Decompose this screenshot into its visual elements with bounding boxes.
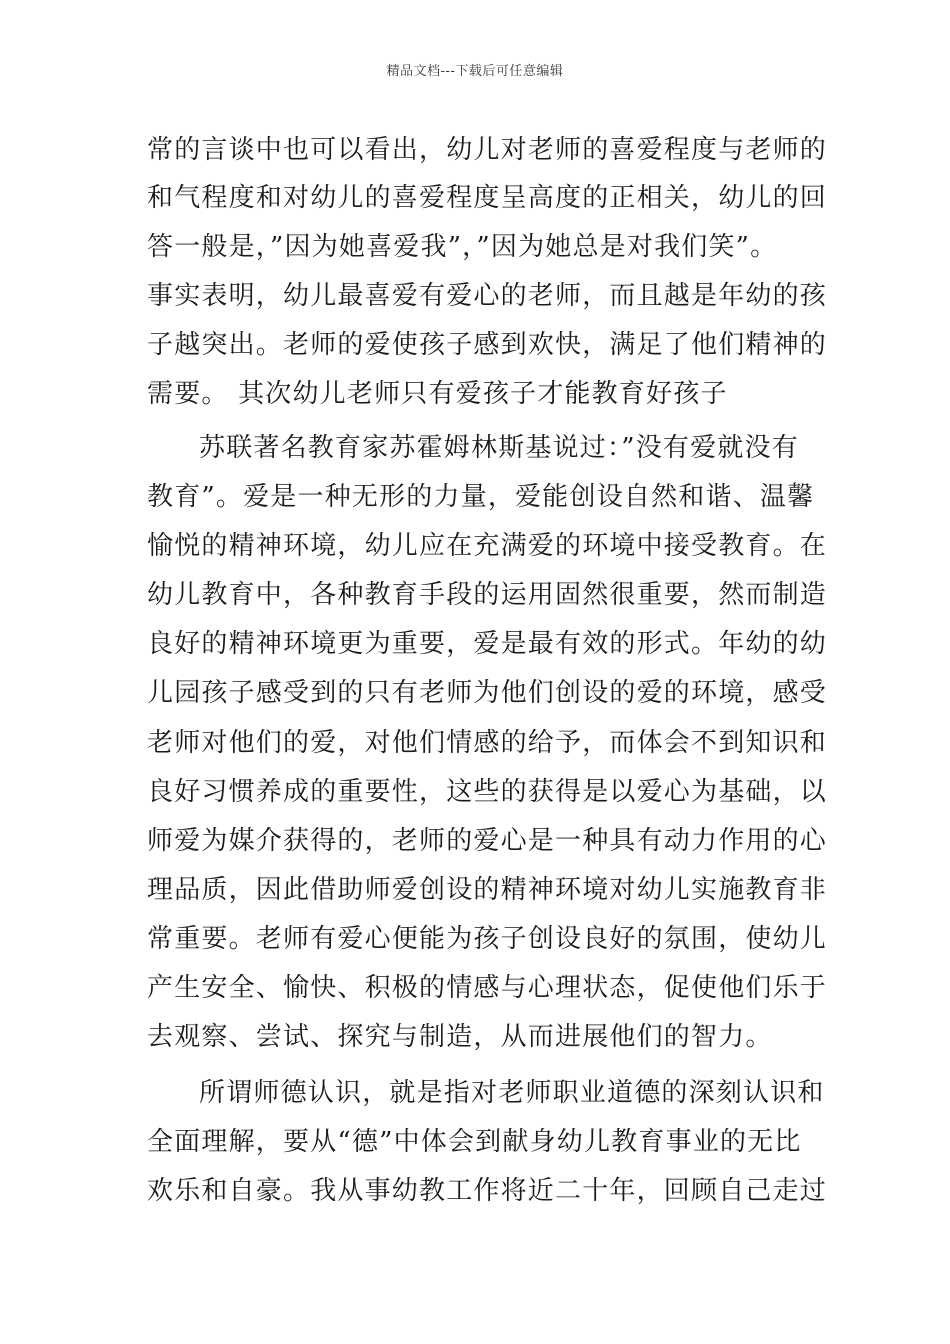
text-line: 理品质，因此借助师爱创设的精神环境对幼儿实施教育非 bbox=[147, 875, 828, 905]
text-line: 常重要。老师有爱心便能为孩子创设良好的氛围，使幼儿 bbox=[147, 924, 828, 954]
text-line: 答一般是，”因为她喜爱我”，”因为她总是对我们笑”。 bbox=[147, 232, 778, 262]
text-line: 儿园孩子感受到的只有老师为他们创设的爱的环境，感受 bbox=[147, 678, 828, 708]
text-line: 良好的精神环境更为重要，爱是最有效的形式。年幼的幼 bbox=[147, 629, 828, 659]
text-line: 教育”。爱是一种无形的力量，爱能创设自然和谐、温馨 bbox=[147, 482, 815, 512]
text-line: 良好习惯养成的重要性，这些的获得是以爱心为基础，以 bbox=[147, 777, 828, 807]
text-line: 需要。 其次幼儿老师只有爱孩子才能教育好孩子 bbox=[147, 379, 728, 409]
text-line: 和气程度和对幼儿的喜爱程度呈高度的正相关，幼儿的回 bbox=[147, 183, 828, 213]
text-line: 事实表明，幼儿最喜爱有爱心的老师，而且越是年幼的孩 bbox=[147, 281, 828, 311]
paragraph-first-line: 所谓师德认识，就是指对老师职业道德的深刻认识和 bbox=[199, 1078, 825, 1108]
text-line: 产生安全、愉快、积极的情感与心理状态，促使他们乐于 bbox=[147, 973, 828, 1003]
text-line: 愉悦的精神环境，幼儿应在充满爱的环境中接受教育。在 bbox=[147, 531, 828, 561]
text-line: 师爱为媒介获得的，老师的爱心是一种具有动力作用的心 bbox=[147, 826, 828, 856]
page-header: 精品文档---下载后可任意编辑 bbox=[386, 64, 564, 79]
text-line: 欢乐和自豪。我从事幼教工作将近二十年，回顾自己走过 bbox=[147, 1176, 828, 1206]
text-line: 幼儿教育中，各种教育手段的运用固然很重要，然而制造 bbox=[147, 580, 828, 610]
paragraph-first-line: 苏联著名教育家苏霍姆林斯基说过：”没有爱就没有 bbox=[199, 433, 799, 463]
text-line: 老师对他们的爱，对他们情感的给予，而体会不到知识和 bbox=[147, 728, 828, 758]
text-line: 子越突出。老师的爱使孩子感到欢快，满足了他们精神的 bbox=[147, 330, 828, 360]
text-line: 去观察、尝试、探究与制造，从而进展他们的智力。 bbox=[147, 1022, 773, 1052]
text-line: 全面理解，要从“德”中体会到献身幼儿教育事业的无比 bbox=[147, 1127, 802, 1157]
text-line: 常的言谈中也可以看出，幼儿对老师的喜爱程度与老师的 bbox=[147, 135, 828, 165]
